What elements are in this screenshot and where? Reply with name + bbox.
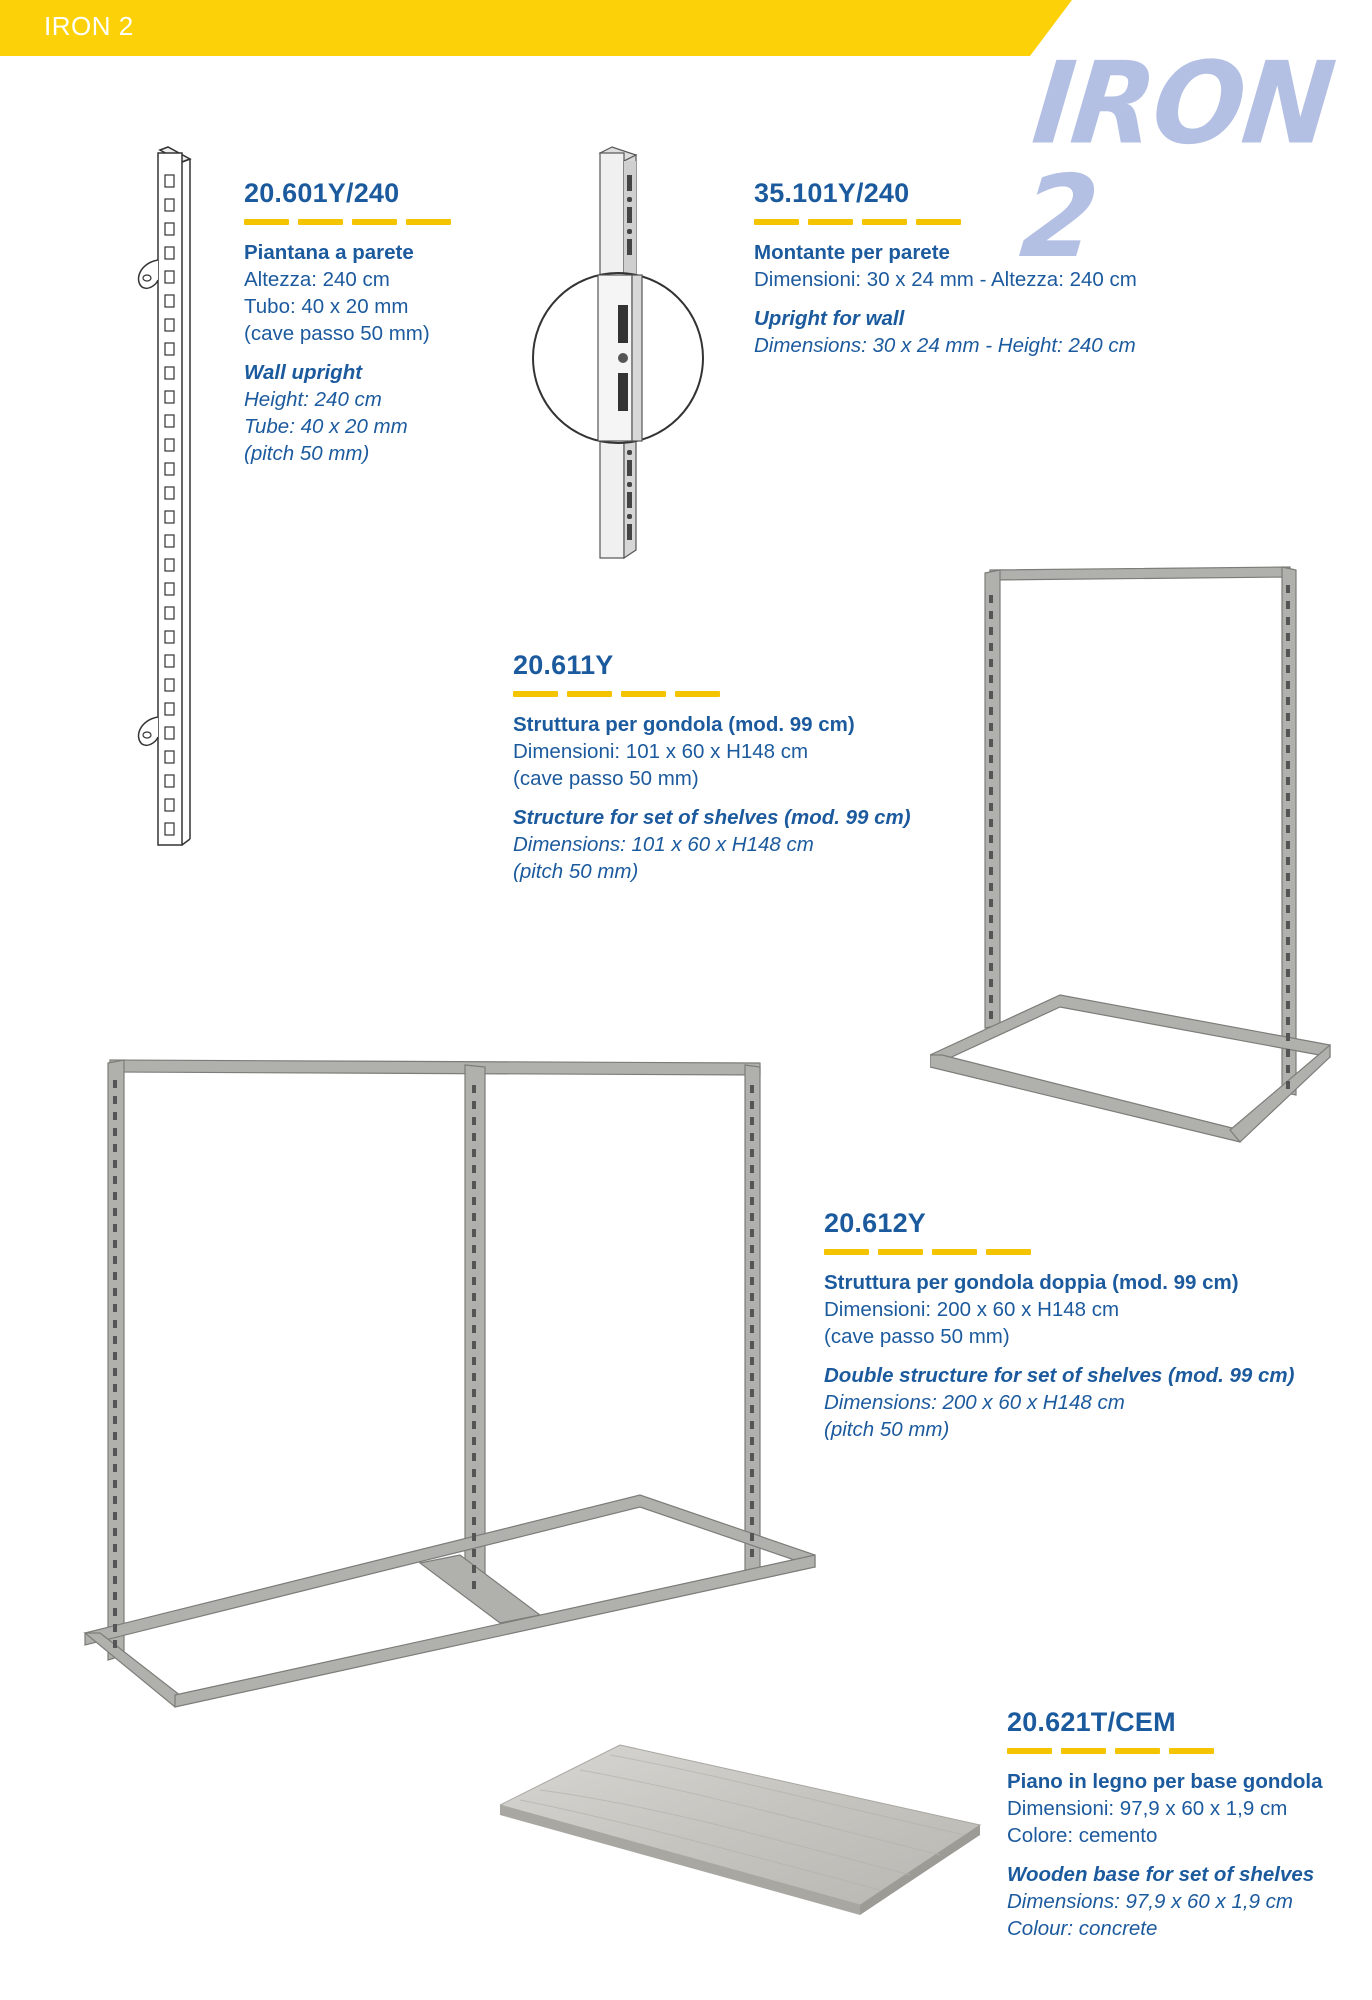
description-it-title: Struttura per gondola doppia (mod. 99 cm) (824, 1271, 1239, 1294)
product-35-101y-240 (754, 178, 1137, 359)
description-it-line: Dimensioni: 101 x 60 x H148 cm (513, 740, 809, 763)
description-it-title: Struttura per gondola (mod. 99 cm) (513, 713, 855, 736)
description-it-title: Montante per parete (754, 241, 950, 264)
product-code: 20.601Y/240 (244, 178, 400, 208)
description-en-line: (pitch 50 mm) (513, 860, 639, 883)
gondola-structure-image (930, 555, 1350, 1155)
wooden-base-image (500, 1735, 990, 1925)
dash-divider (244, 219, 451, 225)
description-en-line: Dimensions: 97,9 x 60 x 1,9 cm (1007, 1890, 1293, 1913)
description-it-line: Colore: cemento (1007, 1824, 1158, 1847)
description-en-title: Wall upright (244, 361, 363, 384)
description-en-title: Upright for wall (754, 307, 905, 330)
product-20-612y (824, 1208, 1294, 1443)
description-en-line: Colour: concrete (1007, 1917, 1158, 1940)
product-code: 20.612Y (824, 1208, 926, 1238)
brand-logo: IRON 2 (1015, 38, 1339, 284)
description-en-title: Wooden base for set of shelves (1007, 1863, 1315, 1886)
description-it-line: (cave passo 50 mm) (513, 767, 699, 790)
product-code: 20.621T/CEM (1007, 1707, 1176, 1737)
dash-divider (513, 691, 911, 697)
dash-divider (1007, 1748, 1323, 1754)
product-code: 35.101Y/240 (754, 178, 910, 208)
description-en-line: Height: 240 cm (244, 388, 382, 411)
description-en-title: Structure for set of shelves (mod. 99 cm) (513, 806, 911, 829)
upright-for-wall-image (528, 145, 708, 565)
header-label: IRON 2 (44, 11, 134, 41)
description-en-line: Dimensions: 200 x 60 x H148 cm (824, 1391, 1125, 1414)
description-it-line: Dimensioni: 97,9 x 60 x 1,9 cm (1007, 1797, 1288, 1820)
description-it-line: Altezza: 240 cm (244, 268, 390, 291)
dash-divider (754, 219, 1137, 225)
description-it-title: Piano in legno per base gondola (1007, 1770, 1323, 1793)
description-it-line: (cave passo 50 mm) (244, 322, 430, 345)
product-20-621t-cem (1007, 1707, 1323, 1942)
description-it-line: Dimensioni: 200 x 60 x H148 cm (824, 1298, 1120, 1321)
wall-upright-image (130, 145, 200, 855)
description-en-title: Double structure for set of shelves (mod. 99 cm) (824, 1364, 1295, 1387)
product-code: 20.611Y (513, 650, 614, 680)
product-20-611y (513, 650, 911, 885)
description-it-line: Dimensioni: 30 x 24 mm - Altezza: 240 cm (754, 268, 1137, 291)
description-en-line: (pitch 50 mm) (824, 1418, 950, 1441)
description-en-line: (pitch 50 mm) (244, 442, 370, 465)
description-en-line: Dimensions: 101 x 60 x H148 cm (513, 833, 814, 856)
description-en-line: Dimensions: 30 x 24 mm - Height: 240 cm (754, 334, 1136, 357)
dash-divider (824, 1249, 1294, 1255)
description-it-line: Tubo: 40 x 20 mm (244, 295, 409, 318)
description-it-title: Piantana a parete (244, 241, 414, 264)
product-20-601y-240 (244, 178, 451, 467)
description-en-line: Tube: 40 x 20 mm (244, 415, 408, 438)
description-it-line: (cave passo 50 mm) (824, 1325, 1010, 1348)
double-gondola-structure-image (80, 1055, 840, 1735)
